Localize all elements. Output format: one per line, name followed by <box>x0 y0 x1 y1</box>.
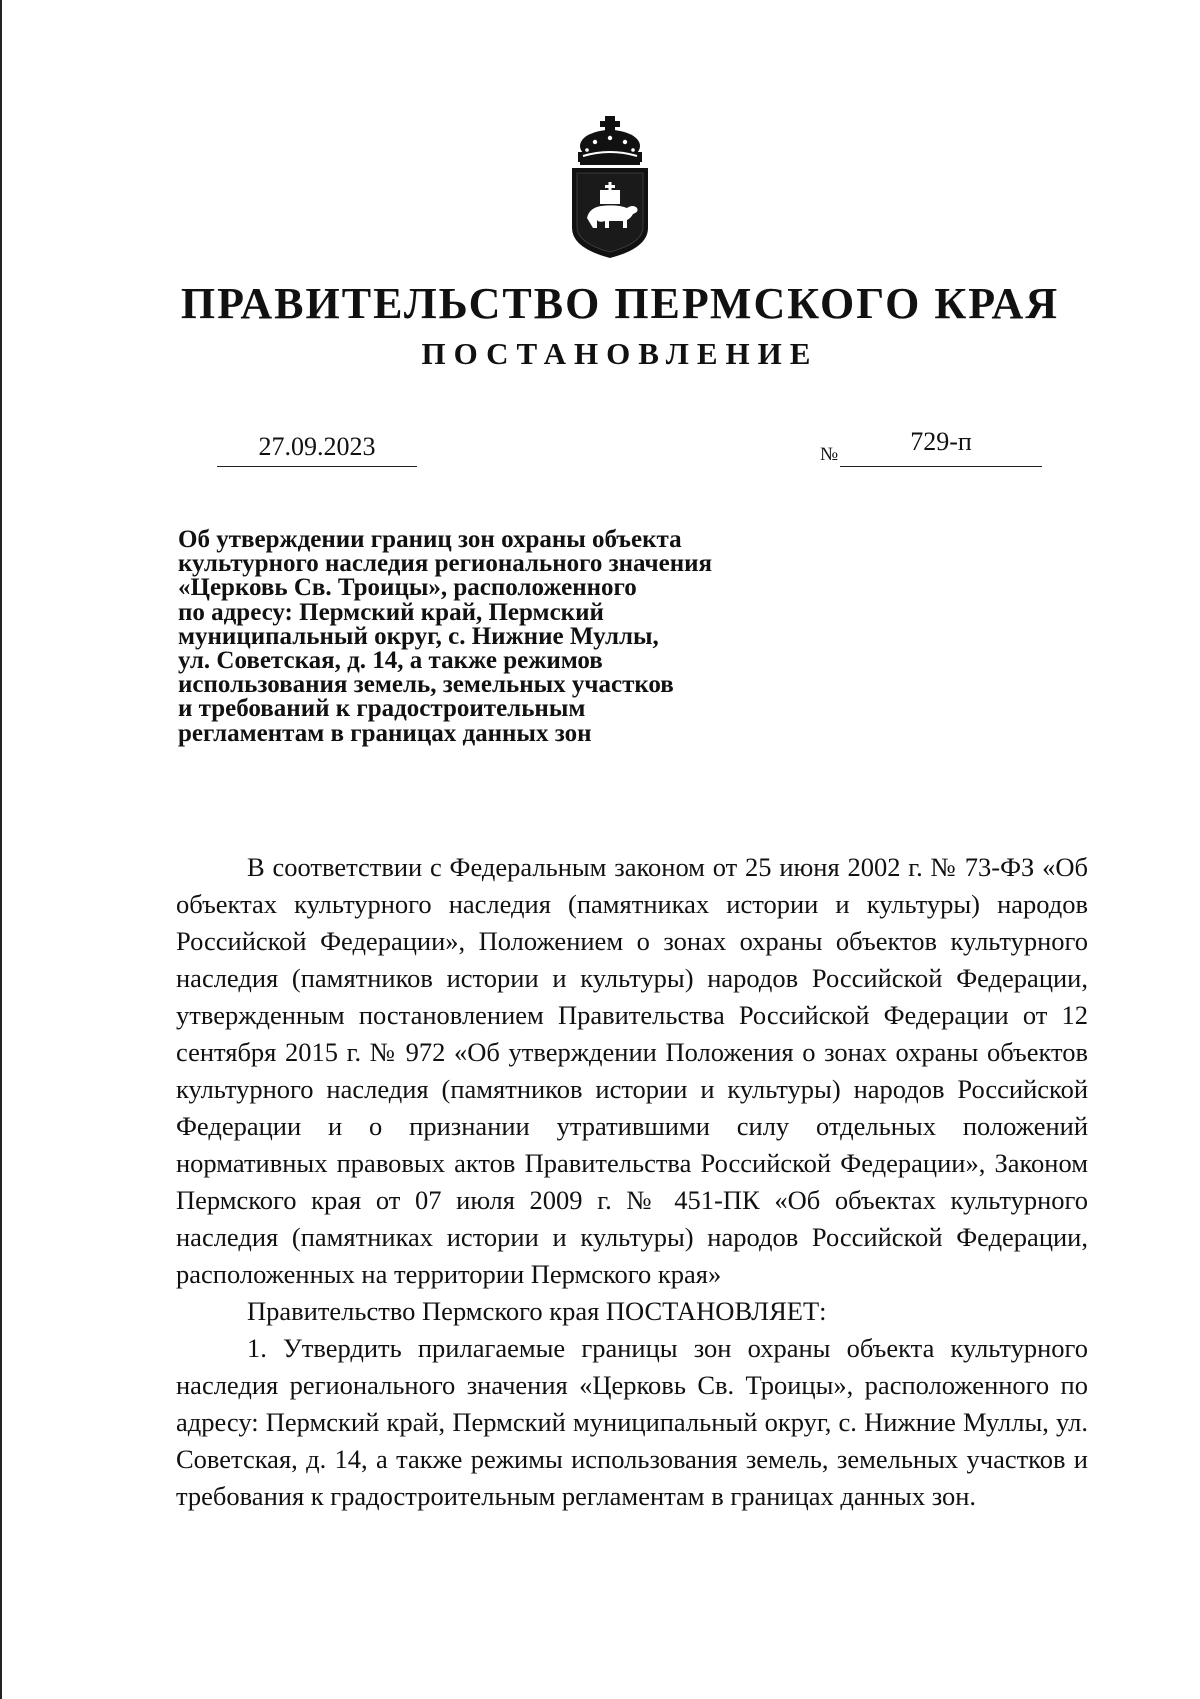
document-type: ПОСТАНОВЛЕНИЕ <box>421 336 819 371</box>
coat-of-arms-emblem <box>565 112 655 258</box>
item-1-paragraph: 1. Утвердить прилагаемые границы зон охраны объекта культурного наследия регионального значения «Церковь Св. Троицы», расположенного по адресу: Пермский край, Пермский муниципальный округ, с. Нижние Муллы, ул. Советская, д. 14, а также режимы использования земель, земельных участков и требования к градостроительным регламентам в границах данных зон. <box>176 1333 1088 1511</box>
subject-line: ул. Советская, д. 14, а также режимов <box>178 647 603 675</box>
subject-line: использования земель, земельных участков <box>178 671 674 699</box>
document-number: 729-п <box>840 424 1042 467</box>
subject-line: регламентам в границах данных зон <box>178 719 592 747</box>
subject-line: и требований к градостроительным <box>178 695 586 723</box>
scan-edge <box>0 0 2 1699</box>
government-title: ПРАВИТЕЛЬСТВО ПЕРМСКОГО КРАЯ <box>180 279 1060 328</box>
subject-line: муниципальный округ, с. Нижние Муллы, <box>178 622 659 650</box>
crown-icon <box>578 116 642 165</box>
document-body <box>176 849 1088 1515</box>
subject-line: по адресу: Пермский край, Пермский <box>178 598 604 626</box>
subject-line: Об утверждении границ зон охраны объекта <box>178 526 682 553</box>
document-date: 27.09.2023 <box>217 430 417 467</box>
preamble-paragraph: В соответствии с Федеральным законом от 25 июня 2002 г. № 73-ФЗ «Об объектах культурного наследия (памятниках истории и культуры) народов Российской Федерации», Положением о зонах охраны объектов культурного наследия (памятников истории и культуры) народов Российской Федерации, утвержденным постановлением Правительства Российской Федерации от 12 сентября 2015 г. № 972 «Об утверждении Положения о зонах охраны объектов культурного наследия (памятников истории и культуры) народов Российской Федерации и о признании утратившими силу отдельных положений нормативных правовых актов Правительства Российской Федерации», Законом Пермского края от 07 июля 2009 г. № 451-ПК «Об объектах культурного наследия (памятниках истории и культуры) народов Российской Федерации, расположенных на территории Пермского края» <box>176 852 1088 1289</box>
resolution-paragraph: Правительство Пермского края ПОСТАНОВЛЯЕТ: <box>247 1296 827 1326</box>
subject-line: «Церковь Св. Троицы», расположенного <box>178 574 637 602</box>
number-sign: № <box>820 444 839 465</box>
document-subject <box>178 528 798 746</box>
subject-line: культурного наследия регионального значения <box>178 550 713 578</box>
